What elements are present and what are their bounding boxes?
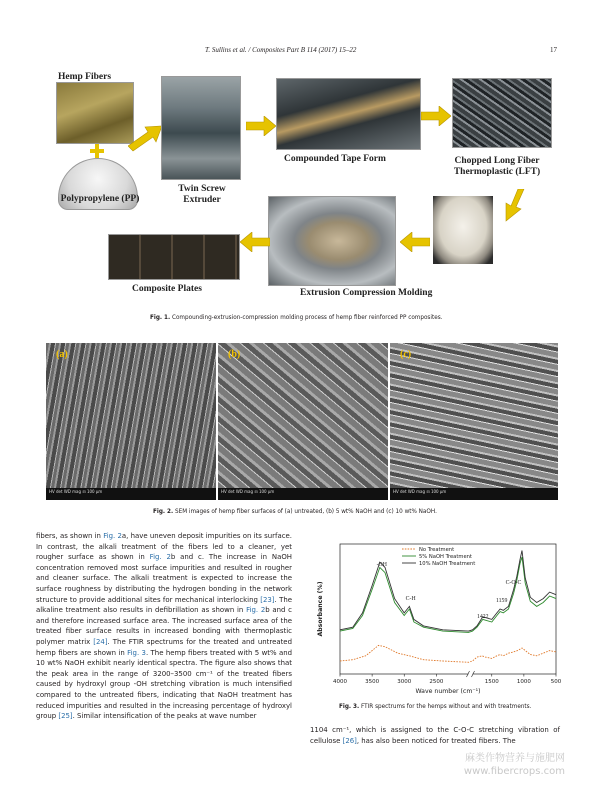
- arrow-to-tape-icon: [246, 116, 276, 136]
- figure-1-caption: Fig. 1. Compounding-extrusion-compression molding process of hemp fiber reinforced PP composites.: [150, 315, 443, 321]
- running-header: [0, 44, 595, 56]
- plus-sign-icon: [90, 144, 104, 158]
- citation-link[interactable]: [26]: [342, 736, 357, 745]
- y-axis-label: Absorbance (%): [317, 581, 324, 637]
- body-text-right-column: [310, 725, 560, 746]
- panel-tag-a: (a): [56, 349, 68, 360]
- citation-link[interactable]: [24]: [93, 637, 108, 646]
- chopped-lft-photo: [452, 78, 552, 148]
- label-chopped-lft: Chopped Long Fiber Thermoplastic (LFT): [453, 156, 541, 177]
- panel-tag-b: (b): [228, 349, 241, 360]
- citation-link[interactable]: Fig. 2: [103, 532, 122, 540]
- citation-link[interactable]: [23]: [260, 595, 275, 604]
- arrow-to-mold-icon: [400, 232, 430, 252]
- composite-plates-photo: [108, 234, 240, 280]
- legend-entry: 10% NaOH Treatment: [419, 561, 476, 567]
- x-tick-label: 3500: [365, 679, 380, 685]
- label-extrusion-compression-molding: Extrusion Compression Molding: [300, 288, 433, 298]
- sem-panel-a: [46, 343, 216, 500]
- arrow-to-lft-icon: [421, 106, 451, 126]
- figure-1-process-diagram: [36, 64, 561, 309]
- series-line-0: [340, 645, 556, 662]
- citation-link[interactable]: [25]: [58, 712, 73, 721]
- compounded-tape-photo: [276, 78, 421, 150]
- sem-info-bar-c: HV det WD mag ⊟ 100 μm: [390, 488, 558, 500]
- ftir-chart-svg: [310, 538, 562, 698]
- label-compounded-tape-form: Compounded Tape Form: [284, 154, 386, 164]
- citation-link[interactable]: Fig. 2: [246, 606, 266, 615]
- label-polypropylene: Polypropylene (PP): [60, 194, 140, 204]
- x-tick-label: 1000: [516, 679, 531, 685]
- label-hemp-fibers: Hemp Fibers: [58, 72, 112, 82]
- peak-annotation: 1159: [495, 598, 508, 604]
- journal-citation: T. Sullins et al. / Composites Part B 114 (2017) 15–22: [205, 46, 357, 54]
- body-text-run: . Similar intensification of the peaks at wave number: [72, 712, 257, 721]
- citation-link[interactable]: Fig. 3: [127, 648, 146, 657]
- x-tick-label: 3000: [397, 679, 412, 685]
- body-text-run: fibers, as shown in: [36, 532, 104, 540]
- arrow-to-extruder-icon: [128, 124, 164, 154]
- figure-3-ftir-chart: [310, 538, 562, 698]
- arrow-to-plates-icon: [240, 232, 270, 252]
- body-text-run: b and c and therefore increased surface area. The increased surface area of the treated fiber surface results in increased bonding with thermoplastic polymer matrix: [36, 606, 293, 646]
- x-tick-label: 1500: [484, 679, 499, 685]
- compression-mold-photo: [268, 196, 396, 286]
- x-tick-label: 2500: [429, 679, 444, 685]
- x-tick-label: 4000: [333, 679, 347, 685]
- watermark: 麻类作物营养与施肥网 www.fibercrops.com: [463, 753, 565, 777]
- body-text-run: a, have uneven deposit impurities on its surface. In contrast, the alkali treatment of the fibers led to a cleaner, yet rougher surface as shown in: [36, 532, 293, 562]
- label-composite-plates: Composite Plates: [132, 284, 202, 294]
- x-axis-label: Wave number (cm⁻¹): [415, 688, 481, 695]
- label-twin-screw-extruder: Twin Screw Extruder: [178, 184, 226, 205]
- body-text-run: . The hemp fibers treated with 5 wt% and 10 wt% NaOH exhibit nearly identical spectra. The figure also shows that the peak area in the range of 3200–3500 cm⁻¹ of the treated fibers caused by hydroxyl group -OH stretching vibration is much intensified compared to the untreated fibers, indicating that NaOH treatment has reduced impurities and resulted in the increasing percentage of hydroxyl group: [36, 648, 293, 721]
- legend-entry: No Treatment: [419, 547, 455, 553]
- arrow-to-molding-icon: [502, 189, 528, 223]
- peak-annotation: C-O-C: [505, 580, 522, 586]
- body-text-run: . The FTIR spectrums for the treated and untreated hemp fibers are shown in: [36, 637, 292, 657]
- hemp-fibers-photo: [56, 82, 134, 144]
- page-number: 17: [550, 46, 557, 54]
- body-text-run: 1104 cm⁻¹, which is assigned to the C-O-C stretching vibration of cellulose: [310, 726, 560, 745]
- body-text-left-column: [36, 531, 292, 722]
- figure-3-caption: Fig. 3. FTIR spectrums for the hemps without and with treatments.: [339, 704, 532, 710]
- body-text-run: b and c. The increase in NaOH concentration removed most surface impurities and resulted in rougher and cleaner surface. The alkali treatment is expected to increase the surface roughness by distributing the hydrogen bonding in the network structure to provide additional sites for mechanical interlocking: [36, 553, 293, 604]
- lft-charge-photo: [433, 196, 493, 264]
- sem-panel-b: [218, 343, 388, 500]
- sem-info-bar-a: HV det WD mag ⊟ 100 μm: [46, 488, 216, 500]
- panel-tag-c: (c): [400, 349, 412, 360]
- peak-annotation: -OH: [376, 562, 387, 568]
- series-line-1: [340, 557, 556, 632]
- peak-annotation: C-H: [405, 596, 416, 602]
- legend-entry: 5% NaOH Treatment: [419, 554, 472, 560]
- x-tick-label: 500: [550, 679, 562, 685]
- figure-2-caption: Fig. 2. SEM images of hemp fiber surfaces of (a) untreated, (b) 5 wt% NaOH and (c) 10 wt% NaOH.: [153, 509, 437, 515]
- sem-info-bar-b: HV det WD mag ⊟ 100 μm: [218, 488, 388, 500]
- citation-link[interactable]: Fig. 2: [149, 553, 171, 562]
- peak-annotation: 1422: [476, 614, 489, 620]
- twin-screw-extruder-photo: [161, 76, 241, 180]
- body-text-run: . The alkaline treatment also results in defibrillation as shown in: [36, 595, 292, 615]
- sem-panel-c: [390, 343, 558, 500]
- body-text-run: , has also been noticed for treated fibers. The: [356, 736, 516, 745]
